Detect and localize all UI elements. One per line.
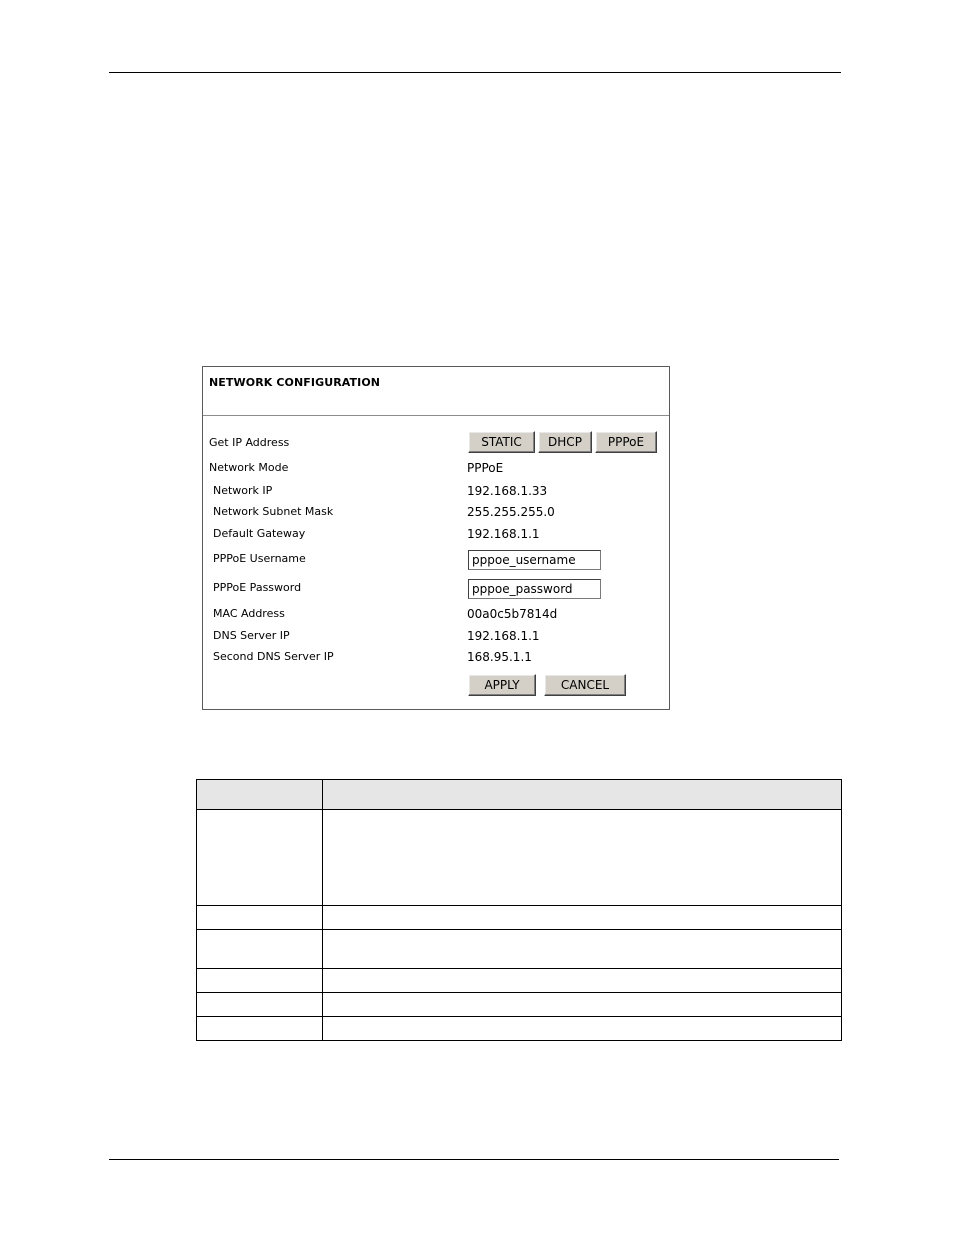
table-row <box>197 810 842 906</box>
table-row <box>197 969 842 993</box>
table-header-cell <box>323 780 842 810</box>
table-cell <box>197 930 323 969</box>
table-row <box>197 906 842 930</box>
default-gateway-value: 192.168.1.1 <box>467 527 540 541</box>
pppoe-button[interactable]: PPPoE <box>595 431 657 453</box>
table-cell <box>323 930 842 969</box>
table-cell <box>323 969 842 993</box>
footer-rule <box>109 1159 839 1160</box>
apply-button[interactable]: APPLY <box>468 674 536 696</box>
pppoe-password-input[interactable]: pppoe_password <box>468 579 601 599</box>
static-button[interactable]: STATIC <box>468 431 535 453</box>
table-header-cell <box>197 780 323 810</box>
pppoe-password-label: PPPoE Password <box>213 581 302 594</box>
default-gateway-label: Default Gateway <box>213 527 306 540</box>
table-cell <box>323 906 842 930</box>
second-dns-server-ip-value: 168.95.1.1 <box>467 650 532 664</box>
panel-divider <box>203 415 669 416</box>
dns-server-ip-value: 192.168.1.1 <box>467 629 540 643</box>
subnet-mask-label: Network Subnet Mask <box>213 505 334 518</box>
cancel-button[interactable]: CANCEL <box>544 674 626 696</box>
table-header-row <box>197 780 842 810</box>
subnet-mask-value: 255.255.255.0 <box>467 505 555 519</box>
description-table <box>196 779 842 1041</box>
table-cell <box>323 810 842 906</box>
table-cell <box>323 1017 842 1041</box>
table-cell <box>197 1017 323 1041</box>
network-mode-value: PPPoE <box>467 461 504 475</box>
pppoe-username-input[interactable]: pppoe_username <box>468 550 601 570</box>
table-row <box>197 930 842 969</box>
table-cell <box>197 993 323 1017</box>
dhcp-button[interactable]: DHCP <box>538 431 592 453</box>
table-cell <box>197 810 323 906</box>
network-configuration-panel <box>202 366 670 710</box>
header-rule <box>109 72 841 73</box>
table-cell <box>323 993 842 1017</box>
network-mode-label: Network Mode <box>209 461 289 474</box>
mac-address-label: MAC Address <box>213 607 285 620</box>
dns-server-ip-label: DNS Server IP <box>213 629 290 642</box>
pppoe-username-label: PPPoE Username <box>213 552 306 565</box>
network-ip-value: 192.168.1.33 <box>467 484 548 498</box>
table-row <box>197 1017 842 1041</box>
table-cell <box>197 906 323 930</box>
get-ip-address-label: Get IP Address <box>209 436 290 449</box>
network-ip-label: Network IP <box>213 484 273 497</box>
mac-address-value: 00a0c5b7814d <box>467 607 558 621</box>
second-dns-server-ip-label: Second DNS Server IP <box>213 650 334 663</box>
panel-title: NETWORK CONFIGURATION <box>209 376 381 389</box>
table-cell <box>197 969 323 993</box>
table-row <box>197 993 842 1017</box>
